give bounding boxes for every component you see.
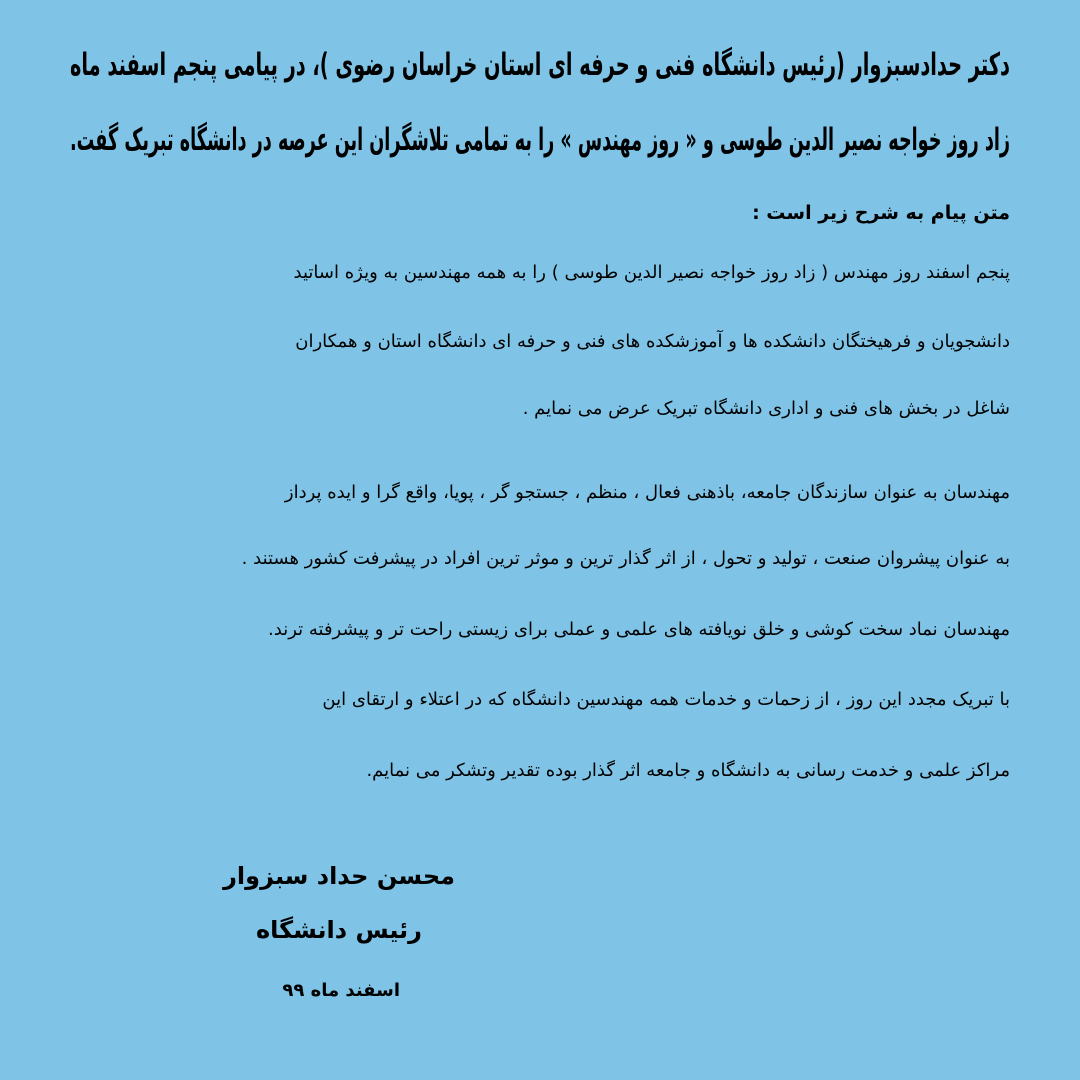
signature-date: اسفند ماه ۹۹ [282,980,400,1001]
body-line-2: دانشجویان و فرهیختگان دانشکده ها و آموزشکده های فنی و حرفه ای دانشگاه استان و همکاران [295,331,1010,352]
body-line-1: پنجم اسفند روز مهندس ( زاد روز خواجه نصیر الدین طوسی ) را به همه مهندسین به ویژه اساتید [293,262,1010,283]
body-line-3: شاغل در بخش های فنی و اداری دانشگاه تبریک عرض می نمایم . [522,398,1010,419]
body-line-7: با تبریک مجدد این روز ، از زحمات و خدمات همه مهندسین دانشگاه که در اعتلاء و ارتقای این [322,689,1010,710]
signature-name: محسن حداد سبزوار [223,862,455,890]
signature-title: رئیس دانشگاه [255,916,422,944]
body-line-5: به عنوان پیشروان صنعت ، تولید و تحول ، از اثر گذار ترین و موثر ترین افراد در پیشرفت کشور هستند . [241,548,1010,569]
headline-line-1: دکتر حدادسبزوار (رئیس دانشگاه فنی و حرفه ای استان خراسان رضوی )، در پیامی پنجم اسفند ماه [70,46,1010,83]
body-line-6: مهندسان نماد سخت کوشی و خلق نویافته های علمی و عملی برای زیستی راحت تر و پیشرفته ترند. [268,619,1010,640]
body-line-8: مراکز علمی و خدمت رسانی به دانشگاه و جامعه اثر گذار بوده تقدیر وتشکر می نمایم. [366,760,1010,781]
body-line-4: مهندسان به عنوان سازندگان جامعه، باذهنی فعال ، منظم ، جستجو گر ، پویا، واقع گرا و ایده پرداز [284,482,1010,503]
headline-line-2: زاد روز خواجه نصیر الدین طوسی و « روز مهندس » را به تمامی تلاشگران این عرصه در دانشگاه تبریک گفت. [70,121,1010,158]
message-intro: متن پیام به شرح زیر است : [752,202,1010,224]
